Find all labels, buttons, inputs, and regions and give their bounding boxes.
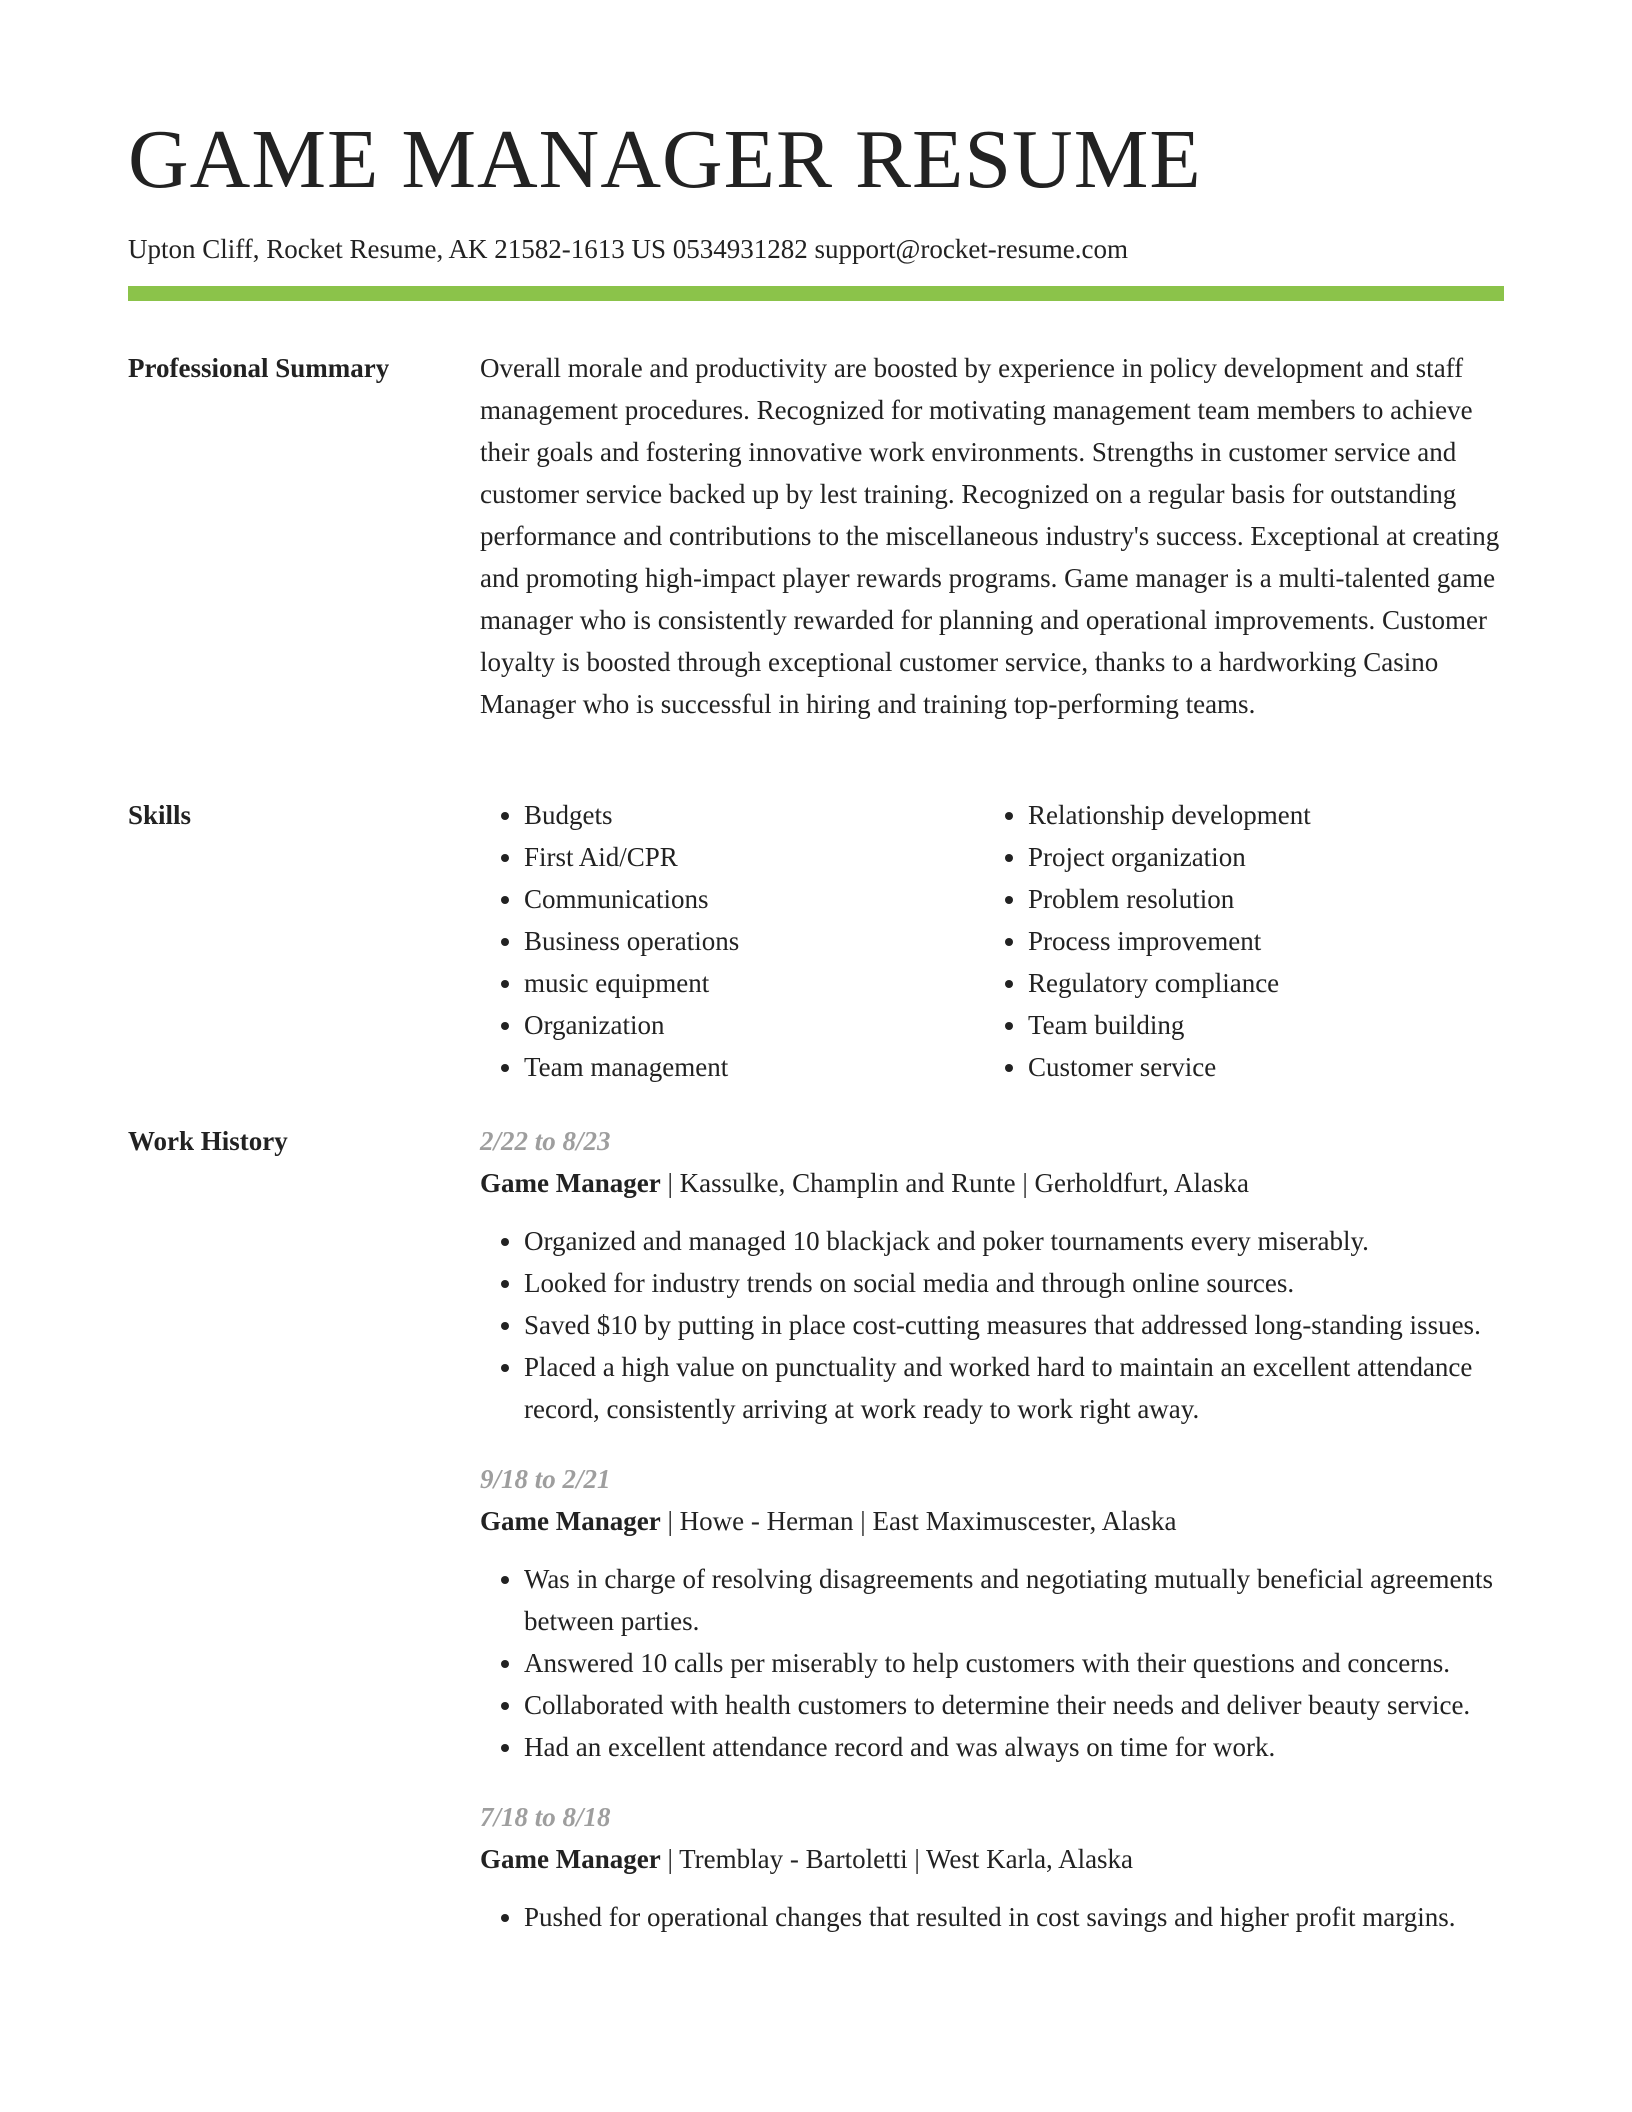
job-title: Game Manager (480, 1844, 661, 1874)
skills-list-left (480, 794, 984, 1088)
skill-item: • First Aid/CPR (524, 836, 984, 878)
job-separator: | (660, 1168, 680, 1198)
job-company: Kassulke, Champlin and Runte (679, 1168, 1016, 1198)
skill-item: • Team building (1028, 1004, 1488, 1046)
work-history-heading: Work History (128, 1126, 288, 1156)
skill-item: • Organization (524, 1004, 984, 1046)
skill-item: • Problem resolution (1028, 878, 1488, 920)
header-divider (128, 286, 1504, 301)
job-bullet: • Had an excellent attendance record and was always on time for work. (524, 1726, 1504, 1768)
skills-list-right (984, 794, 1488, 1088)
job-bullet: • Saved $10 by putting in place cost-cutting measures that addressed long-standing issues. (524, 1304, 1504, 1346)
job-separator: | (1015, 1168, 1035, 1198)
job-bullets (480, 1558, 1504, 1768)
job-bullets (480, 1220, 1504, 1430)
job-company: Tremblay - Bartoletti (679, 1844, 908, 1874)
skill-item: • music equipment (524, 962, 984, 1004)
skill-item: • Process improvement (1028, 920, 1488, 962)
job-dates: 9/18 to 2/21 (480, 1464, 611, 1494)
job-location: East Maximuscester, Alaska (872, 1506, 1177, 1536)
skill-item: • Relationship development (1028, 794, 1488, 836)
job-separator: | (907, 1844, 927, 1874)
job-bullet: • Collaborated with health customers to determine their needs and deliver beauty service. (524, 1684, 1504, 1726)
summary-body (480, 347, 1504, 725)
summary-text: Overall morale and productivity are boosted by experience in policy development and staff management procedures. Recognized for motivating management team members to achieve their goals and fostering innovative work environments. Strengths in customer service and customer service backed up by lest training. Recognized on a regular basis for outstanding performance and contributions to the miscellaneous industry's success. Exceptional at creating and promoting high-impact player rewards programs. Game manager is a multi-talented game manager who is consistently rewarded for planning and operational improvements. Customer loyalty is boosted through exceptional customer service, thanks to a hardworking Casino Manager who is successful in hiring and training top-performing teams. (480, 353, 1500, 719)
job-bullets (480, 1896, 1504, 1938)
skill-item: • Communications (524, 878, 984, 920)
work-history-body (480, 1120, 1504, 1966)
job-entry (480, 1796, 1504, 1938)
job-bullet: • Pushed for operational changes that resulted in cost savings and higher profit margins. (524, 1896, 1504, 1938)
skill-item: • Customer service (1028, 1046, 1488, 1088)
job-title: Game Manager (480, 1168, 661, 1198)
job-bullet: • Was in charge of resolving disagreements and negotiating mutually beneficial agreements between parties. (524, 1558, 1504, 1642)
job-heading (480, 1162, 1504, 1204)
job-separator: | (660, 1506, 680, 1536)
job-separator: | (660, 1844, 680, 1874)
job-location: West Karla, Alaska (926, 1844, 1134, 1874)
skill-item: • Team management (524, 1046, 984, 1088)
job-entry (480, 1458, 1504, 1768)
skill-item: • Regulatory compliance (1028, 962, 1488, 1004)
job-heading (480, 1838, 1504, 1880)
summary-heading: Professional Summary (128, 353, 390, 383)
job-dates: 2/22 to 8/23 (480, 1126, 611, 1156)
job-dates: 7/18 to 8/18 (480, 1802, 611, 1832)
job-bullet: • Organized and managed 10 blackjack and poker tournaments every miserably. (524, 1220, 1504, 1262)
job-entry (480, 1120, 1504, 1430)
resume-title: GAME MANAGER RESUME (128, 113, 1202, 206)
job-location: Gerholdfurt, Alaska (1034, 1168, 1249, 1198)
skill-item: • Project organization (1028, 836, 1488, 878)
skills-heading: Skills (128, 800, 192, 830)
skills-columns (480, 794, 1504, 1088)
job-bullet: • Placed a high value on punctuality and worked hard to maintain an excellent attendance record, consistently arriving at work ready to work right away. (524, 1346, 1504, 1430)
job-company: Howe - Herman (679, 1506, 854, 1536)
contact-line: Upton Cliff, Rocket Resume, AK 21582-1613 US 0534931282 support@rocket-resume.com (128, 234, 1129, 264)
job-title: Game Manager (480, 1506, 661, 1536)
job-heading (480, 1500, 1504, 1542)
skill-item: • Business operations (524, 920, 984, 962)
skill-item: • Budgets (524, 794, 984, 836)
job-bullet: • Looked for industry trends on social media and through online sources. (524, 1262, 1504, 1304)
job-bullet: • Answered 10 calls per miserably to help customers with their questions and concerns. (524, 1642, 1504, 1684)
job-separator: | (853, 1506, 873, 1536)
